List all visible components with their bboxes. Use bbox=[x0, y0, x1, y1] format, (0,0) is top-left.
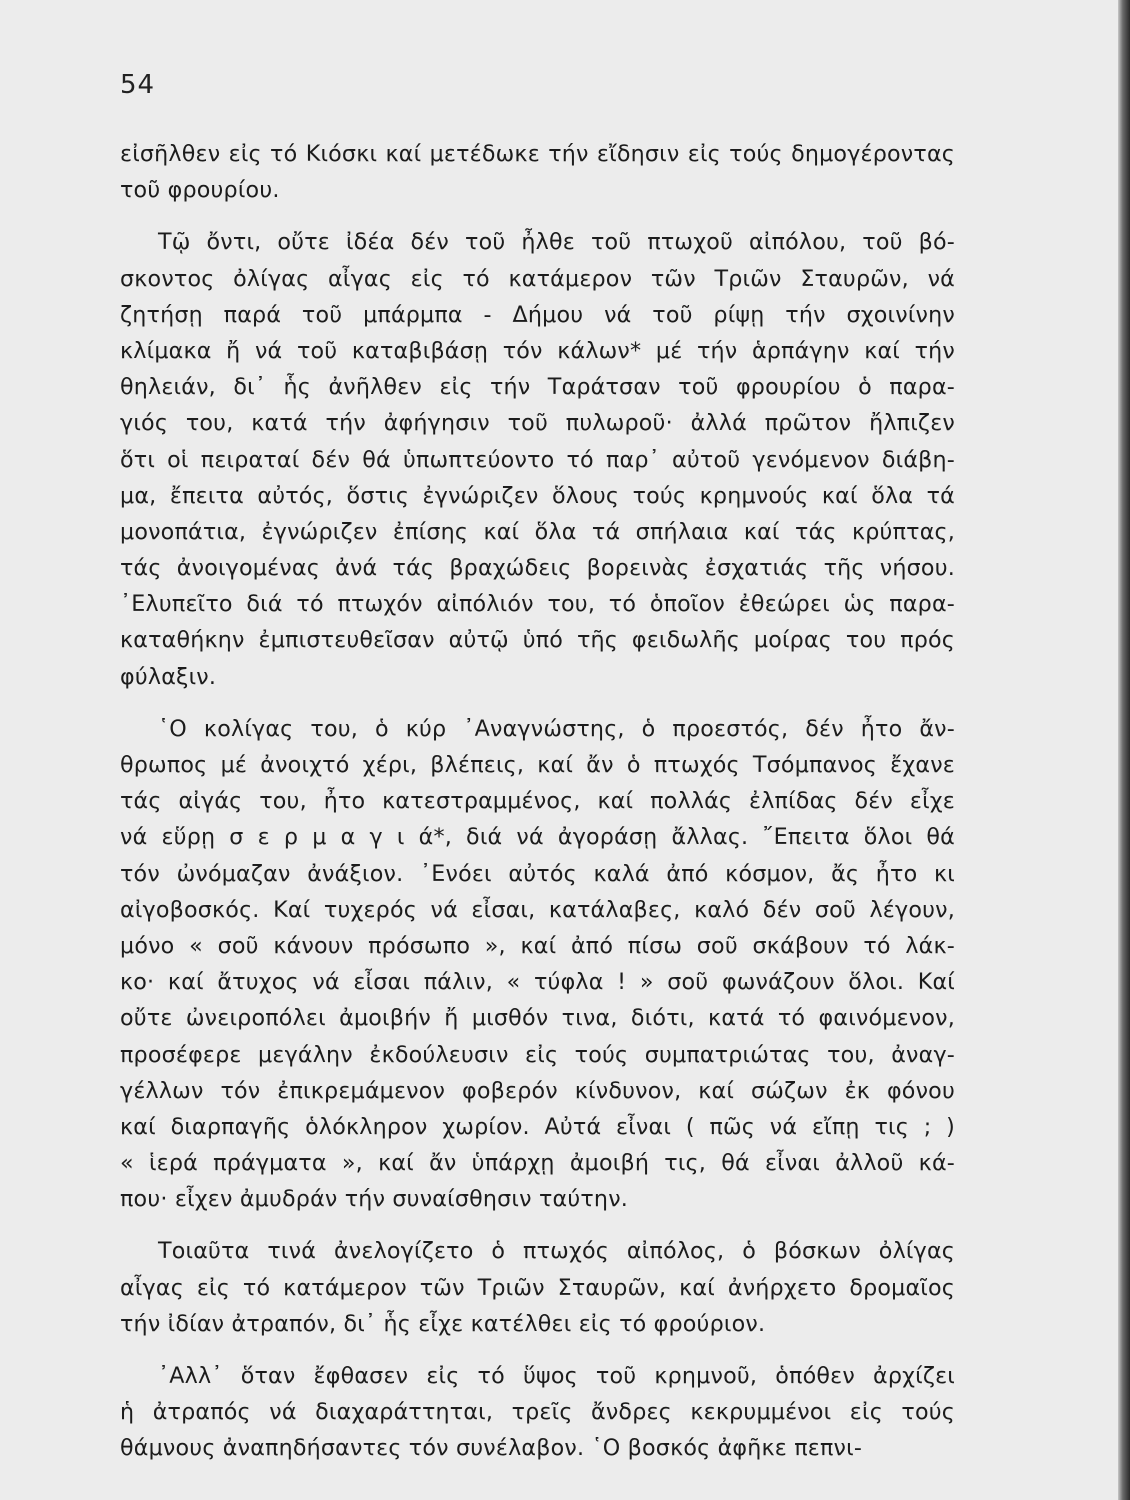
text-line: θρωπος μέ ἀνοιχτό χέρι, βλέπεις, καί ἄν ὁ πτωχός Τσόμπανος ἔχανε bbox=[120, 752, 955, 778]
text-line: αἰγοβοσκός. Καί τυχερός νά εἶσαι, κατάλαβες, καλό δέν σοῦ λέγουν, bbox=[120, 896, 955, 923]
paragraph bbox=[120, 711, 955, 1218]
text-line: ᾿Ελυπεῖτο διά τό πτωχόν αἰπόλιόν του, τό ὁποῖον ἐθεώρει ὡς παρα- bbox=[120, 591, 955, 618]
text-line: αἶγας εἰς τό κατάμερον τῶν Τριῶν Σταυρῶν, καί ἀνήρχετο δρομαῖος bbox=[120, 1274, 955, 1301]
text-line: μα, ἔπειτα αὐτός, ὅστις ἐγνώριζεν ὅλους τούς κρημνούς καί ὅλα τά bbox=[120, 482, 955, 509]
text-line: γιός του, κατά τήν ἀφήγησιν τοῦ πυλωροῦ· ἀλλά πρῶτον ἤλπιζεν bbox=[120, 410, 955, 437]
text-line: τοῦ φρουρίου. bbox=[120, 177, 280, 204]
paragraph bbox=[120, 224, 955, 694]
text-line: οὔτε ὠνειροπόλει ἀμοιβήν ἤ μισθόν τινα, διότι, κατά τό φαινόμενον, bbox=[120, 1005, 955, 1032]
text-line: τήν ἰδίαν ἀτραπόν, δι᾿ ἧς εἶχε κατέλθει εἰς τό φρούριον. bbox=[120, 1310, 766, 1337]
text-line: Τοιαῦτα τινά ἀνελογίζετο ὁ πτωχός αἰπόλος, ὁ βόσκων ὀλίγας bbox=[158, 1238, 955, 1265]
text-line: προσέφερε μεγάλην ἐκδούλευσιν εἰς τούς συμπατριώτας του, ἀναγ- bbox=[120, 1041, 955, 1068]
text-line: τόν ὠνόμαζαν ἀνάξιον. ᾿Ενόει αὐτός καλά ἀπό κόσμον, ἄς ἦτο κι bbox=[120, 860, 955, 887]
text-line: σκοντος ὀλίγας αἶγας εἰς τό κατάμερον τῶν Τριῶν Σταυρῶν, νά bbox=[120, 265, 955, 292]
paragraph bbox=[120, 136, 955, 208]
text-line: μόνο « σοῦ κάνουν πρόσωπο », καί ἀπό πίσω σοῦ σκάβουν τό λάκ- bbox=[120, 932, 955, 959]
text-line: κλίμακα ἤ νά τοῦ καταβιβάσῃ τόν κάλων* μέ τήν ἁρπάγην καί τήν bbox=[120, 337, 955, 364]
text-line: θηλειάν, δι᾿ ἧς ἀνῆλθεν εἰς τήν Ταράτσαν τοῦ φρουρίου ὁ παρα- bbox=[120, 374, 955, 401]
text-line: τάς αἰγάς του, ἦτο κατεστραμμένος, καί πολλάς ἐλπίδας δέν εἶχε bbox=[120, 788, 955, 815]
page-number: 54 bbox=[120, 70, 156, 100]
paragraph bbox=[120, 1358, 955, 1467]
text-line: ἡ ἀτραπός νά διαχαράττηται, τρεῖς ἄνδρες κεκρυμμένοι εἰς τούς bbox=[120, 1399, 955, 1426]
text-line: Τῷ ὄντι, οὔτε ἰδέα δέν τοῦ ἦλθε τοῦ πτωχοῦ αἰπόλου, τοῦ βό- bbox=[158, 229, 955, 256]
text-line: εἰσῆλθεν εἰς τό Κιόσκι καί μετέδωκε τήν εἴδησιν εἰς τούς δημογέροντας bbox=[120, 141, 955, 167]
text-line: μονοπάτια, ἐγνώριζεν ἐπίσης καί ὅλα τά σπήλαια καί τάς κρύπτας, bbox=[120, 518, 955, 545]
text-line: καταθήκην ἐμπιστευθεῖσαν αὐτῷ ὑπό τῆς φειδωλῆς μοίρας του πρός bbox=[120, 627, 955, 654]
body-text bbox=[120, 136, 955, 1483]
text-line: γέλλων τόν ἐπικρεμάμενον φοβερόν κίνδυνον, καί σώζων ἐκ φόνου bbox=[120, 1077, 955, 1104]
paragraph bbox=[120, 1233, 955, 1342]
text-line: ζητήσῃ παρά τοῦ μπάρμπα - Δήμου νά τοῦ ρίψῃ τήν σχοινίνην bbox=[120, 301, 955, 328]
text-line: που· εἶχεν ἀμυδράν τήν συναίσθησιν ταύτην. bbox=[120, 1186, 629, 1213]
text-line: νά εὕρῃ σ ε ρ μ α γ ι ά*, διά νά ἀγοράσῃ ἄλλας. ῎Επειτα ὅλοι θά bbox=[120, 824, 955, 851]
text-line: ὅτι οἱ πειραταί δέν θά ὑπωπτεύοντο τό παρ᾿ αὐτοῦ γενόμενον διάβη- bbox=[120, 446, 955, 473]
text-line: τάς ἀνοιγομένας ἀνά τάς βραχώδεις βορεινὰς ἐσχατιάς τῆς νήσου. bbox=[120, 555, 955, 582]
text-line: ῾Ο κολίγας του, ὁ κύρ ᾿Αναγνώστης, ὁ προεστός, δέν ἦτο ἄν- bbox=[158, 715, 955, 742]
text-line: φύλαξιν. bbox=[120, 663, 217, 690]
text-line: θάμνους ἀναπηδήσαντες τόν συνέλαβον. ῾Ο βοσκός ἀφῆκε πεπνι- bbox=[120, 1435, 863, 1462]
text-line: καί διαρπαγῆς ὁλόκληρον χωρίον. Αὐτά εἶναι ( πῶς νά εἴπῃ τις ; ) bbox=[120, 1113, 955, 1140]
text-line: κο· καί ἄτυχος νά εἶσαι πάλιν, « τύφλα ! » σοῦ φωνάζουν ὅλοι. Καί bbox=[120, 969, 955, 996]
text-line: « ἱερά πράγματα », καί ἄν ὑπάρχῃ ἀμοιβή τις, θά εἶναι ἀλλοῦ κά- bbox=[120, 1150, 955, 1177]
book-spine-edge bbox=[1118, 0, 1130, 1500]
text-line: ᾿Αλλ᾿ ὅταν ἔφθασεν εἰς τό ὕψος τοῦ κρημνοῦ, ὁπόθεν ἀρχίζει bbox=[158, 1363, 955, 1389]
